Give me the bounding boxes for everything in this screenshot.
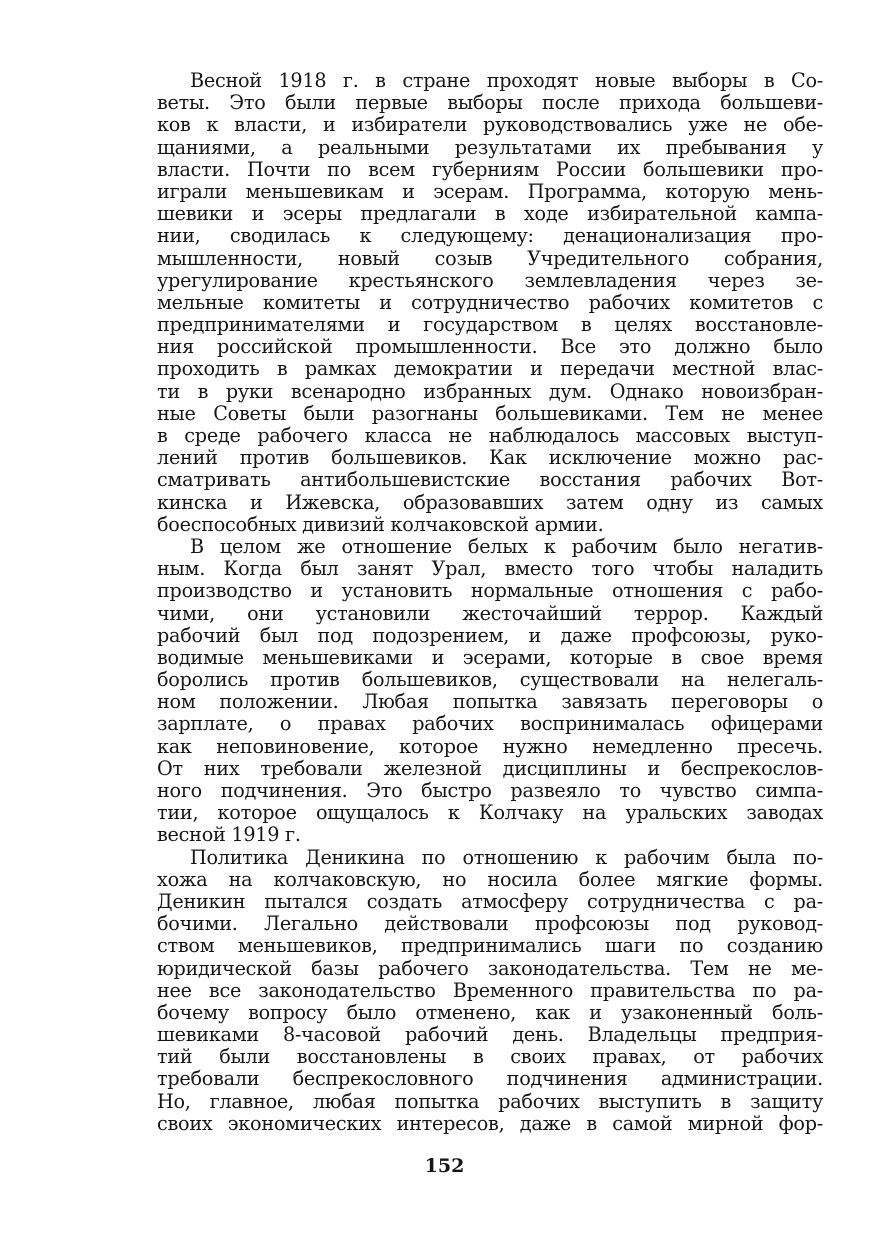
text-line: сматривать антибольшевистские восстания рабочих Вот-: [157, 468, 823, 492]
text-line: бочими. Легально действовали профсоюзы под руковод-: [157, 912, 823, 936]
text-line: Деникин пытался создать атмосферу сотрудничества с ра-: [157, 889, 823, 913]
text-line: весной 1919 г.: [157, 823, 301, 847]
text-line: нии, сводилась к следующему: денационализация про-: [157, 224, 823, 248]
text-line: рабочий был под подозрением, и даже профсоюзы, руко-: [157, 623, 823, 647]
text-line: требовали беспрекословного подчинения администрации.: [157, 1067, 823, 1091]
text-line: как неповиновение, которое нужно немедленно пресечь.: [157, 734, 823, 758]
text-line: боролись против большевиков, существовали на нелегаль-: [157, 668, 823, 692]
text-line: в среде рабочего класса не наблюдалось массовых выступ-: [157, 424, 823, 447]
text-line: ния российской промышленности. Все это должно было: [157, 335, 823, 359]
paragraph-1: [157, 70, 823, 536]
text-line: щаниями, а реальными результатами их пребывания у: [157, 135, 823, 159]
text-line: мельные комитеты и сотрудничество рабочих комитетов с: [157, 290, 823, 314]
text-line: ков к власти, и избиратели руководствовались уже не обе-: [157, 113, 823, 137]
text-line: своих экономических интересов, даже в самой мирной фор-: [157, 1111, 823, 1135]
text-line: Но, главное, любая попытка рабочих выступить в защиту: [157, 1089, 823, 1113]
page-body: [157, 70, 823, 1135]
text-line: От них требовали железной дисциплины и беспрекослов-: [157, 756, 823, 780]
text-line: боеспособных дивизий колчаковской армии.: [157, 512, 604, 536]
text-line: водимые меньшевиками и эсерами, которые в свое время: [157, 645, 823, 669]
paragraph-3: [157, 847, 823, 1135]
text-line: нее все законодательство Временного правительства по ра-: [157, 978, 823, 1002]
paragraph-2: [157, 536, 823, 847]
text-line: ные Советы были разогнаны большевиками. Тем не менее: [157, 401, 823, 425]
text-line: производство и установить нормальные отношения с рабо-: [157, 579, 823, 603]
text-line: ном положении. Любая попытка завязать переговоры о: [157, 690, 823, 714]
text-line: урегулирование крестьянского землевладения через зе-: [157, 268, 823, 292]
text-line: мышленности, новый созыв Учредительного собрания,: [157, 246, 823, 270]
text-line: шевики и эсеры предлагали в ходе избирательной кампа-: [157, 202, 823, 226]
text-line: ти в руки всенародно избранных дум. Однако новоизбран-: [157, 379, 823, 403]
text-line: лений против большевиков. Как исключение можно рас-: [157, 446, 823, 470]
text-line: проходить в рамках демократии и передачи местной влас-: [157, 357, 823, 381]
page-number: 152: [424, 1155, 465, 1177]
text-line: играли меньшевикам и эсерам. Программа, которую мень-: [157, 179, 823, 203]
text-line: Политика Деникина по отношению к рабочим была по-: [190, 845, 823, 869]
text-line: бочему вопросу было отменено, как и узаконенный боль-: [157, 1000, 823, 1024]
text-line: ством меньшевиков, предпринимались шаги по созданию: [157, 934, 823, 958]
text-line: власти. Почти по всем губерниям России большевики про-: [157, 157, 823, 181]
text-line: тии, которое ощущалось к Колчаку на уральских заводах: [157, 801, 823, 825]
text-line: чими, они установили жесточайший террор. Каждый: [157, 601, 823, 625]
text-line: ного подчинения. Это быстро развеяло то чувство симпа-: [157, 779, 823, 802]
text-line: кинска и Ижевска, образовавших затем одну из самых: [157, 490, 823, 514]
text-line: Весной 1918 г. в стране проходят новые выборы в Со-: [190, 69, 823, 92]
text-line: зарплате, о правах рабочих воспринималась офицерами: [157, 712, 823, 736]
text-line: хожа на колчаковскую, но носила более мягкие формы.: [157, 867, 823, 891]
text-line: В целом же отношение белых к рабочим было негатив-: [190, 534, 823, 558]
text-line: тий были восстановлены в своих правах, от рабочих: [157, 1045, 823, 1069]
text-line: веты. Это были первые выборы после прихода большеви-: [157, 91, 823, 115]
text-line: ным. Когда был занят Урал, вместо того чтобы наладить: [157, 557, 823, 581]
text-line: шевиками 8-часовой рабочий день. Владельцы предприя-: [157, 1023, 823, 1047]
text-line: юридической базы рабочего законодательства. Тем не ме-: [157, 956, 823, 980]
text-line: предпринимателями и государством в целях восстановле-: [157, 313, 823, 337]
